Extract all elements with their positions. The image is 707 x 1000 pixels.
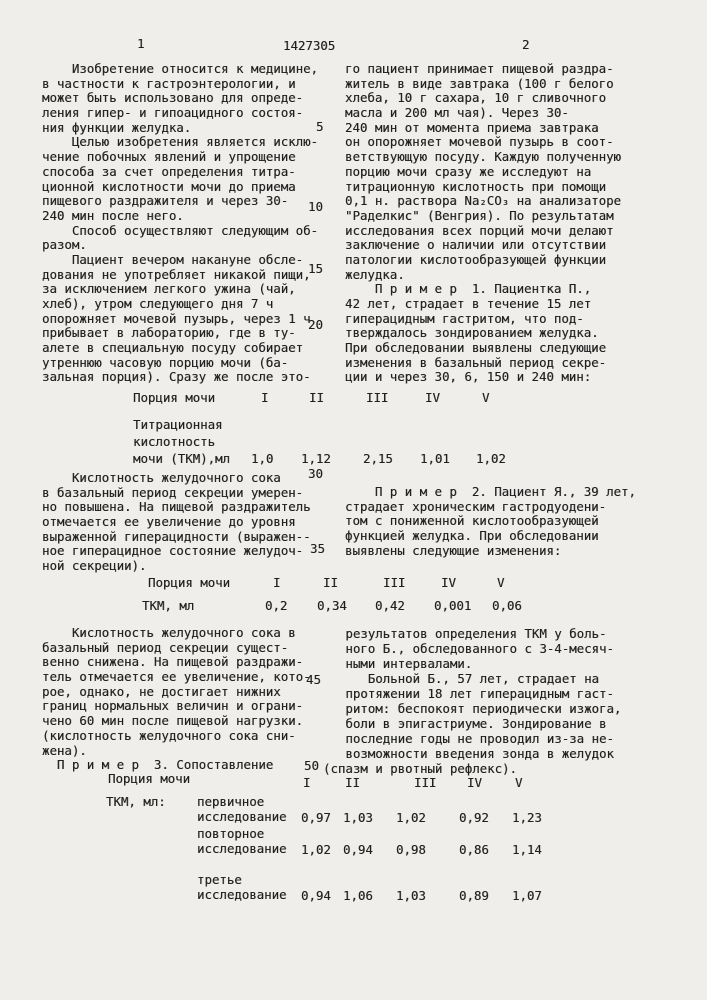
text-line: ния функции желудка. <box>42 119 192 135</box>
text-line: Изобретение относится к медицине, <box>42 61 319 76</box>
text-line: ления гипер- и гипоацидного состоя- <box>42 105 304 121</box>
gutter-line-number: 20 <box>308 317 323 332</box>
text-line: венно снижена. На пищевой раздражи- <box>42 654 304 670</box>
table2-value: 0,001 <box>434 598 472 613</box>
text-line: возможности введения зонда в желудок <box>323 746 614 761</box>
table3-column-header: III <box>414 775 437 790</box>
table3-value: 1,06 <box>343 888 373 903</box>
table3-value: 1,03 <box>396 888 426 903</box>
right-column-number: 2 <box>522 37 530 52</box>
text-line: 240 мин после него. <box>42 207 184 223</box>
table3-row-label: повторное <box>197 826 265 841</box>
patent-number: 1427305 <box>283 38 336 53</box>
table1-value: 1,02 <box>476 451 506 466</box>
right-column-paragraphs-2 <box>345 485 636 558</box>
text-line: Пациент вечером накануне обсле- <box>42 251 304 267</box>
text-line: заключение о наличии или отсутствии <box>345 237 607 253</box>
text-line: масла и 200 мл чая). Через 30- <box>345 105 569 121</box>
text-line: может быть использовано для опреде- <box>42 90 304 106</box>
text-line: последние годы не проводил из-за не- <box>323 731 614 746</box>
gutter-line-number: 30 <box>308 466 323 481</box>
table3-row-label: первичное <box>197 794 265 809</box>
table3-column-header: I <box>303 775 311 790</box>
text-line: (кислотность желудочного сока сни- <box>42 727 296 743</box>
text-line: желудка. <box>345 266 405 282</box>
table3-value: 0,92 <box>459 810 489 825</box>
table3-row-label: исследование <box>197 809 287 824</box>
text-line: П р и м е р 3. Сопоставление <box>42 757 274 773</box>
text-line: ной секреции). <box>42 558 147 574</box>
table1-column-header: IV <box>425 390 440 405</box>
table2-header-label: Порция мочи <box>148 575 231 590</box>
text-line: чено 60 мин после пищевой нагрузки. <box>42 713 304 729</box>
left-column-number: 1 <box>137 36 145 51</box>
table3-header-label: Порция мочи <box>108 771 191 786</box>
table1-column-header: II <box>309 390 324 405</box>
right-column-paragraphs-1 <box>345 62 621 385</box>
text-line: 42 лет, страдает в течение 15 лет <box>345 296 592 311</box>
table2-column-header: II <box>323 575 338 590</box>
table3-group-label: ТКМ, мл: <box>106 794 166 809</box>
text-line: опорожняет мочевой пузырь, через 1 ч <box>42 310 311 326</box>
text-line: ветствующую посуду. Каждую полученную <box>345 149 622 165</box>
table3-column-header: II <box>345 775 360 790</box>
text-line: ное гиперацидное состояние желудоч- <box>42 543 304 559</box>
gutter-line-number: 10 <box>308 199 323 214</box>
text-line: (спазм и рвотный рефлекс). <box>323 761 517 776</box>
table3-value: 0,97 <box>301 810 331 825</box>
table3-value: 1,23 <box>512 810 542 825</box>
text-line: гиперацидным гастритом, что под- <box>345 310 584 326</box>
table1-row-label: мочи (ТКМ),мл <box>133 451 230 466</box>
table1-column-header: V <box>482 390 490 405</box>
gutter-line-number: 50 <box>304 758 319 773</box>
text-line: тверждалось зондированием желудка. <box>345 325 599 341</box>
text-line: за исключением легкого ужина (чай, <box>42 281 296 297</box>
text-line: разом. <box>42 237 87 253</box>
text-line: При обследовании выявлены следующие <box>345 340 607 356</box>
table1-value: 1,0 <box>251 451 274 466</box>
table3-column-header: V <box>515 775 523 790</box>
table3-value: 1,03 <box>343 810 373 825</box>
text-line: ритом: беспокоят периодически изжога, <box>323 701 622 716</box>
table3-value: 1,14 <box>512 842 542 857</box>
text-line: "Раделкис" (Венгрия). По результатам <box>345 207 614 223</box>
text-line: Способ осуществляют следующим об- <box>42 222 319 238</box>
table3-column-header: IV <box>467 775 482 790</box>
table1-row-label: кислотность <box>133 434 216 449</box>
table2-row-label: ТКМ, мл <box>142 598 195 613</box>
text-line: функцией желудка. При обследовании <box>345 528 599 544</box>
text-line: алете в специальную посуду собирает <box>42 340 304 356</box>
table3-row-label: исследование <box>197 841 287 856</box>
text-line: житель в виде завтрака (100 г белого <box>345 75 614 91</box>
text-line: ционной кислотности мочи до приема <box>42 178 296 194</box>
text-line: Кислотность желудочного сока <box>42 470 281 485</box>
text-line: ными интервалами. <box>323 656 473 671</box>
text-line: хлеб), утром следующего дня 7 ч <box>42 296 274 311</box>
text-line: рое, однако, не достигает нижних <box>42 683 281 699</box>
table3-value: 1,02 <box>301 842 331 857</box>
text-line: базальный период секреции сущест- <box>42 639 289 655</box>
table2-column-header: V <box>497 575 505 590</box>
right-column-paragraphs-3 <box>323 626 621 776</box>
text-line: ного Б., обследованного с 3-4-месяч- <box>323 641 614 656</box>
left-column-paragraphs-3 <box>42 626 311 773</box>
table1-value: 2,15 <box>363 451 393 466</box>
text-line: зальная порция). Сразу же после это- <box>42 369 311 385</box>
table1-value: 1,12 <box>301 451 331 466</box>
table2-value: 0,42 <box>375 598 405 613</box>
table3-row-label: исследование <box>197 887 287 902</box>
text-line: изменения в базальный период секре- <box>345 354 607 370</box>
table2-value: 0,06 <box>492 598 522 613</box>
text-line: П р и м е р 1. Пациентка П., <box>345 281 592 297</box>
table3-value: 0,94 <box>343 842 373 857</box>
table2-value: 0,34 <box>317 598 347 613</box>
text-line: протяжении 18 лет гиперацидным гаст- <box>323 686 614 701</box>
text-line: страдает хроническим гастродуодени- <box>345 498 607 514</box>
text-line: в базальный период секреции умерен- <box>42 484 304 500</box>
gutter-line-number: 35 <box>310 541 325 556</box>
text-line: том с пониженной кислотообразующей <box>345 513 599 529</box>
table3-value: 0,89 <box>459 888 489 903</box>
table3-value: 1,02 <box>396 810 426 825</box>
text-line: исследования всех порций мочи делают <box>345 222 614 238</box>
left-column-paragraphs-1 <box>42 62 318 385</box>
text-line: но повышена. На пищевой раздражитель <box>42 499 311 515</box>
table3-row-label: третье <box>197 872 242 887</box>
table2-column-header: IV <box>441 575 456 590</box>
gutter-line-number: 45 <box>306 672 321 687</box>
text-line: утреннюю часовую порцию мочи (ба- <box>42 354 289 370</box>
gutter-line-number: 5 <box>316 119 324 134</box>
text-line: он опорожняет мочевой пузырь в соот- <box>345 134 614 150</box>
text-line: дования не употребляет никакой пищи, <box>42 266 311 282</box>
text-line: го пациент принимает пищевой раздра- <box>345 61 614 76</box>
text-line: П р и м е р 2. Пациент Я., 39 лет, <box>345 484 636 499</box>
table1-value: 1,01 <box>420 451 450 466</box>
text-line: Кислотность желудочного сока в <box>42 625 296 640</box>
text-line: Целью изобретения является исклю- <box>42 134 319 150</box>
table1-row-label: Титрационная <box>133 417 223 432</box>
table3-value: 0,98 <box>396 842 426 857</box>
left-column-paragraphs-2 <box>42 471 311 574</box>
text-line: титрационную кислотность при помощи <box>345 178 607 194</box>
text-line: границ нормальных величин и ограни- <box>42 698 304 714</box>
text-line: чение побочных явлений и упрощение <box>42 149 296 165</box>
text-line: отмечается ее увеличение до уровня <box>42 514 296 530</box>
text-line: боли в эпигастриуме. Зондирование в <box>323 716 607 731</box>
text-line: 240 мин от момента приема завтрака <box>345 119 599 135</box>
table2-column-header: I <box>273 575 281 590</box>
text-line: ции и через 30, 6, 150 и 240 мин: <box>345 369 592 385</box>
text-line: способа за счет определения титра- <box>42 163 296 179</box>
text-line: 0,1 н. раствора Na₂CO₃ на анализаторе <box>345 193 622 209</box>
table1-column-header: I <box>261 390 269 405</box>
table1-column-header: III <box>366 390 389 405</box>
table3-value: 0,86 <box>459 842 489 857</box>
table1-header-label: Порция мочи <box>133 390 216 405</box>
table3-value: 0,94 <box>301 888 331 903</box>
table3-value: 1,07 <box>512 888 542 903</box>
text-line: патологии кислотообразующей функции <box>345 251 607 267</box>
text-line: порцию мочи сразу же исследуют на <box>345 163 592 179</box>
text-line: в частности к гастроэнтерологии, и <box>42 75 296 91</box>
text-line: выраженной гиперацидности (выражен-- <box>42 528 311 544</box>
text-line: выявлены следующие изменения: <box>345 542 562 558</box>
table2-column-header: III <box>383 575 406 590</box>
text-line: результатов определения ТКМ у боль- <box>323 626 607 641</box>
text-line: тель отмечается ее увеличение, кото- <box>42 669 311 685</box>
text-line: пищевого раздражителя и через 30- <box>42 193 289 209</box>
text-line: прибывает в лабораторию, где в ту- <box>42 325 296 341</box>
text-line: жена). <box>42 742 87 758</box>
text-line: хлеба, 10 г сахара, 10 г сливочного <box>345 90 607 106</box>
table2-value: 0,2 <box>265 598 288 613</box>
gutter-line-number: 15 <box>308 261 323 276</box>
text-line: Больной Б., 57 лет, страдает на <box>323 671 600 686</box>
